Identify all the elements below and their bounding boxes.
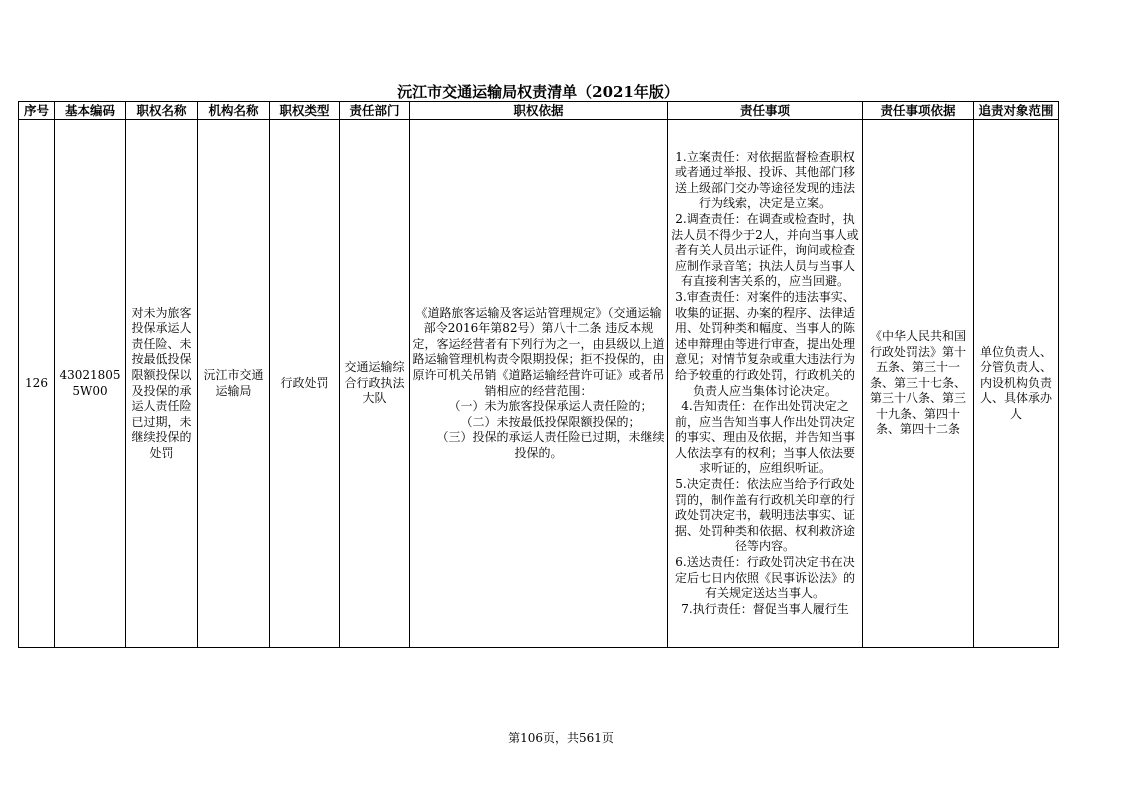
cell-basis: [410, 120, 668, 648]
cell-accountability: 单位负责人、分管负责人、内设机构负责人、具体承办人: [974, 120, 1059, 648]
duty-item: 4.告知责任：在作出处罚决定之前，应当告知当事人作出处罚决定的事实、理由及依据，并告知当事人依法享有的权利；当事人依法要求听证的，应组织听证。: [674, 399, 855, 476]
duty-item: 2.调查责任：在调查或检查时，执法人员不得少于2人，并向当事人或者有关人员出示证件，询问或检查应制作录音笔；执法人员与当事人有直接利害关系的，应当回避。: [671, 211, 859, 289]
duty-item: 7.执行责任：督促当事人履行生: [681, 601, 849, 616]
duty-item: 3.审查责任：对案件的违法事实、收集的证据、办案的程序、法律适用、处罚种类和幅度、当事人的陈述申辩理由等进行审查，提出处理意见；对情节复杂或重大违法行为给予较重的行政处罚，行政机关的负责人应当集体讨论决定。: [674, 289, 855, 398]
duty-item: 5.决定责任：依法应当给予行政处罚的，制作盖有行政机关印章的行政处罚决定书，载明违法事实、证据、处罚种类和依据、权利救济途径等内容。: [674, 477, 855, 554]
cell-department: 交通运输综合行政执法大队: [340, 120, 410, 648]
header-code: 基本编码: [55, 102, 126, 120]
basis-item: （一）未为旅客投保承运人责任险的；: [448, 399, 653, 414]
header-power-type: 职权类型: [270, 102, 340, 120]
cell-duty-basis: 《中华人民共和国行政处罚法》第十五条、第三十一条、第三十七条、第三十八条、第三十九条、第四十条、第四十二条: [863, 120, 974, 648]
header-power-name: 职权名称: [126, 102, 198, 120]
duty-item: 6.送达责任：行政处罚决定书在决定后七日内依照《民事诉讼法》的有关规定送达当事人。: [674, 555, 855, 601]
basis-item: （三）投保的承运人责任险已过期，未继续投保的。: [436, 430, 665, 460]
cell-code: 430218055W00: [55, 120, 126, 648]
basis-item: （二）未按最低投保限额投保的；: [460, 414, 641, 429]
header-accountability: 追责对象范围: [974, 102, 1059, 120]
cell-duties: [668, 120, 863, 648]
document-title: 沅江市交通运输局权责清单（2021年版）: [397, 83, 679, 101]
header-duties: 责任事项: [668, 102, 863, 120]
cell-org-name: 沅江市交通运输局: [198, 120, 270, 648]
header-org-name: 机构名称: [198, 102, 270, 120]
cell-power-type: 行政处罚: [270, 120, 340, 648]
header-duty-basis: 责任事项依据: [863, 102, 974, 120]
table-row: [19, 120, 1059, 648]
header-basis: 职权依据: [410, 102, 668, 120]
basis-intro: 《道路旅客运输及客运站管理规定》（交通运输部令2016年第82号）第八十二条 违反本规定，客运经营者有下列行为之一，由县级以上道路运输管理机构责令限期投保；拒不投保的，由原许可机关吊销《道路运输经营许可证》或者吊销相应的经营范围：: [412, 305, 665, 398]
duty-item: 1.立案责任：对依据监督检查职权或者通过举报、投诉、其他部门移送上级部门交办等途径发现的违法行为线索，决定是立案。: [674, 149, 855, 211]
header-row: [19, 102, 1059, 120]
header-department: 责任部门: [340, 102, 410, 120]
page-number: 第106页，共561页: [508, 731, 614, 745]
cell-seq: 126: [19, 120, 55, 648]
cell-power-name: 对未为旅客投保承运人责任险、未按最低投保限额投保以及投保的承运人责任险已过期，未继续投保的处罚: [126, 120, 198, 648]
power-list-table: [18, 101, 1059, 648]
header-seq: 序号: [19, 102, 55, 120]
